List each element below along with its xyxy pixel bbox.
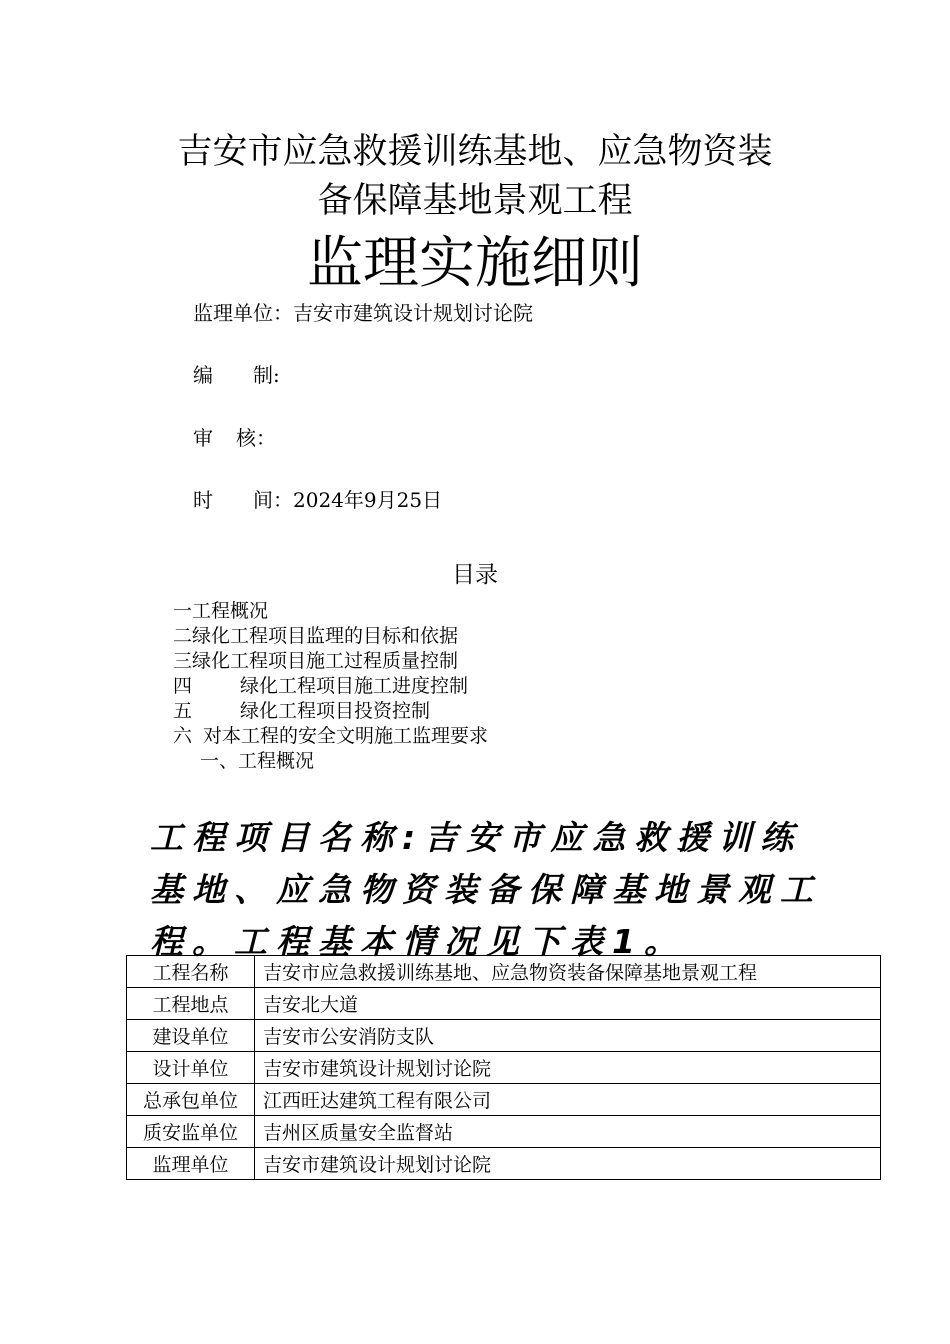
supervision-unit-row — [193, 300, 533, 326]
document-main-title: 监理实施细则 — [307, 231, 643, 296]
table-cell-value: 江西旺达建筑工程有限公司 — [255, 1084, 881, 1116]
project-info-table — [126, 955, 881, 1180]
toc-title: 目录 — [452, 562, 498, 588]
toc-item-text: 绿化工程项目施工进度控制 — [240, 675, 469, 697]
project-title-line-1: 吉安市应急救援训练基地、应急物资装 — [177, 132, 773, 172]
reviewer-colon: ： — [256, 426, 276, 450]
toc-item-text: 工程概况 — [192, 600, 269, 622]
date-row — [193, 487, 442, 513]
table-cell-key: 总承包单位 — [127, 1084, 255, 1116]
section-heading: 一、工程概况 — [200, 750, 315, 772]
table-row — [127, 1052, 881, 1084]
supervision-unit-value: 吉安市建筑设计规划讨论院 — [293, 301, 533, 325]
compiler-colon: : — [273, 363, 280, 387]
toc-item-text: 绿化工程项目投资控制 — [240, 700, 431, 722]
supervision-unit-label: 监理单位： — [193, 301, 293, 325]
table-row — [127, 1116, 881, 1148]
toc-item-number: 四 — [173, 675, 193, 697]
table-cell-key: 工程名称 — [127, 956, 255, 988]
toc-item-number: 六 — [173, 725, 193, 747]
table-cell-value: 吉安市应急救援训练基地、应急物资装备保障基地景观工程 — [255, 956, 881, 988]
toc-item[interactable] — [173, 599, 488, 624]
date-label: 时 间 — [193, 488, 273, 512]
date-colon: ： — [273, 488, 293, 512]
toc-item-text: 绿化工程项目监理的目标和依据 — [192, 625, 459, 647]
toc-item[interactable] — [173, 724, 488, 749]
date-value: 2024年9月25日 — [293, 488, 443, 512]
project-title-line-2: 备保障基地景观工程 — [317, 181, 633, 221]
table-row — [127, 988, 881, 1020]
table-cell-value: 吉安市建筑设计规划讨论院 — [255, 1052, 881, 1084]
table-cell-value: 吉安市公安消防支队 — [255, 1020, 881, 1052]
reviewer-label: 审 核 — [193, 426, 256, 450]
table-row — [127, 956, 881, 988]
compiler-label: 编 制 — [193, 363, 273, 387]
table-of-contents — [173, 599, 488, 749]
table-cell-value: 吉州区质量安全监督站 — [255, 1116, 881, 1148]
toc-item-text: 对本工程的安全文明施工监理要求 — [203, 725, 489, 747]
table-cell-key: 工程地点 — [127, 988, 255, 1020]
toc-item-number: 一 — [173, 600, 193, 622]
toc-item[interactable] — [173, 699, 488, 724]
project-overview-paragraph: 工程项目名称:吉安市应急救援训练基地、应急物资装备保障基地景观工程。工程基本情况见下表1。 — [150, 818, 822, 961]
table-cell-key: 质安监单位 — [127, 1116, 255, 1148]
table-cell-key: 建设单位 — [127, 1020, 255, 1052]
table-cell-value: 吉安市建筑设计规划讨论院 — [255, 1148, 881, 1180]
table-cell-key: 设计单位 — [127, 1052, 255, 1084]
toc-item[interactable] — [173, 624, 488, 649]
table-cell-key: 监理单位 — [127, 1148, 255, 1180]
toc-item[interactable] — [173, 674, 488, 699]
compiler-row — [193, 362, 280, 388]
table-row — [127, 1020, 881, 1052]
table-row — [127, 1084, 881, 1116]
toc-item-text: 绿化工程项目施工过程质量控制 — [192, 650, 459, 672]
toc-item[interactable] — [173, 649, 488, 674]
table-row — [127, 1148, 881, 1180]
toc-item-number: 二 — [173, 625, 193, 647]
toc-item-number: 三 — [173, 650, 193, 672]
reviewer-row — [193, 425, 276, 451]
table-cell-value: 吉安北大道 — [255, 988, 881, 1020]
toc-item-number: 五 — [173, 700, 193, 722]
